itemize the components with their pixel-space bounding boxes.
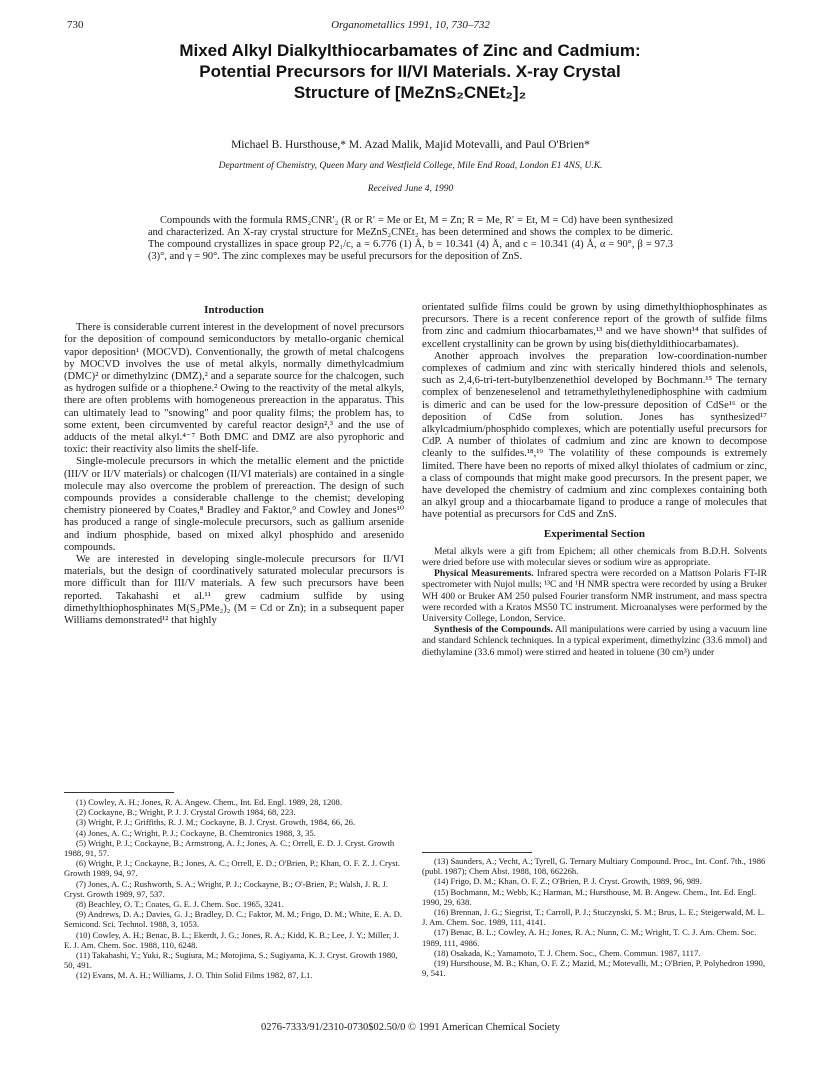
body-paragraph: Metal alkyls were a gift from Epichem; all other chemicals from B.D.H. Solvents were dried before use with molecular sieves or sodium wire as appropriate. [422,545,767,569]
footnote: (15) Bochmann, M.; Webb, K.; Harman, M.; Hursthouse, M. B. Angew. Chem., Int. Ed. Engl. 1990, 29, 638. [422,886,757,907]
abstract: Compounds with the formula RMS₂CNR′₂ (R or R′ = Me or Et, M = Zn; R = Me, R′ = Et, M = Cd) have been synthesized and characterized. An X-ray crystal structure for MeZnS₂CNEt₂ has been determined and shows the complex to be dimeric. The compound crystallizes in space group P2₁/c, a = 6.776 (1) Å, b = 10.341 (4) Å, and c = 10.341 (4) Å, α = 90°, β = 97.3 (3)°, and γ = 90°. The zinc complexes may be useful precursors for the deposition of ZnS. [148,215,673,262]
run-in-heading: Physical Measurements. [434,568,534,580]
footnote: (1) Cowley, A. H.; Jones, R. A. Angew. Chem., Int. Ed. Engl. 1989, 28, 1208. [76,797,342,807]
introduction-heading: Introduction [204,304,264,316]
footnote: (4) Jones, A. C.; Wright, P. J.; Cockayne, B. Chemtronics 1988, 3, 35. [76,827,316,838]
footnote: (11) Takahashi, Y.; Yuki, R.; Sugiura, M.; Motojima, S.; Sugiyama, K. J. Cryst. Growth 1980, 50, 491. [64,950,398,971]
author-list: Michael B. Hursthouse,* M. Azad Malik, Majid Motevalli, and Paul O'Brien* [231,139,590,151]
body-paragraph: Another approach involves the preparation low-coordination-number complexes of cadmium and zinc with sterically hindered thiols and selenols, such as 2,4,6-tri-tert-butylbenzenethiol developed by Bochmann.¹⁵ The ternary complex of benzeneselenol and tetramethylethylenediphosphine with cadmium is dimeric and can be used for the low-pressure deposition of CdSe¹⁶ or the deposition of CdSe from solution. Jones has synthesized¹⁷ alkylcadmium/phosphido complexes, which are potentially useful precursors for CdP. A number of thiolates of cadmium and zinc are known to decompose cleanly to the sulfides.¹⁸,¹⁹ The volatility of these compounds is extremely limited. There have been no reports of mixed alkyl thiolates of cadmium or zinc, a class of compounds that might make good precursors. In the present paper, we have developed the chemistry of cadmium and zinc complexes containing both an alkyl group and a thiocarbamate ligand to produce a range of molecules that have potential as precursors for CdS and ZnS. [422,350,767,521]
footnote: (7) Jones, A. C.; Rushworth, S. A.; Wright, P. J.; Cockayne, B.; O'-Brien, P.; Walsh, J. R. J. Cryst. Growth 1989, 97, 537. [64,878,388,899]
paragraph-text: Infrared spectra were recorded on a Mattson Polaris FT-IR spectrometer with Nujol mulls; ¹³C and ¹H NMR spectra were recorded by using a Bruker WH 400 or Bruker AM 250 pulsed Fourier transform NMR instrument, and mass spectra were recorded with a Kratos MS50 TC instrument. Microanalyses were performed by the University College, London, Service. [422,568,767,625]
footnote: (10) Cowley, A. H.; Benac, B. L.; Ekerdt, J. G.; Jones, R. A.; Kidd, K. B.; Lee, J. Y.; Miller, J. E. J. Am. Chem. Soc. 1988, 110, 6248. [64,929,399,950]
footnotes-left [64,797,404,981]
footnote: (14) Frigo, D. M.; Khan, O. F. Z.; O'Brien, P. J. Cryst. Growth, 1989, 96, 989. [434,876,702,887]
footnote: (19) Hursthouse, M. B.; Khan, O. F. Z.; Mazid, M.; Motevalli, M.; O'Brien, P. Polyhedron 1990, 9, 541. [422,958,765,979]
title-line: Mixed Alkyl Dialkylthiocarbamates of Zinc and Cadmium: [179,41,641,60]
footnote: (13) Saunders, A.; Vecht, A.; Tyrell, G. Ternary Multiary Compound. Proc., Int. Conf. 7th., 1986 (publ. 1987); Chem Abst. 1988, 108, 66226h. [422,856,766,877]
affiliation: Department of Chemistry, Queen Mary and Westfield College, Mile End Road, London E1 4NS, U.K. [218,161,603,171]
footnote: (12) Evans, M. A. H.; Williams, J. O. Thin Solid Films 1982, 87, L1. [76,970,313,981]
physical-measurements-paragraph [422,568,767,624]
left-column [64,302,404,627]
footnote: (16) Brennan, J. G.; Siegrist, T.; Carroll, P. J.; Stuczynski, S. M.; Brus, L. E.; Steigerwald, M. L. J. Am. Chem. Soc. 1989, 111, 4141. [422,907,766,928]
right-column [422,302,767,658]
footnote: (18) Osakada, K.; Yamamoto, T. J. Chem. Soc., Chem. Commun. 1987, 1117. [434,947,701,958]
synthesis-paragraph [422,624,767,658]
footnotes-right [422,856,767,978]
footnote: (9) Andrews, D. A.; Davies, G. J.; Bradley, D. C.; Faktor, M. M.; Frigo, D. M.; White, E. A. D. Semicond. Sci. Technol. 1988, 3, 1053. [64,909,402,930]
footnote-divider [64,792,174,793]
page-number: 730 [67,19,84,31]
footnote: (17) Benac, B. L.; Cowley, A. H.; Jones, R. A.; Nunn, C. M.; Wright, T. C. J. Am. Chem. Soc. 1989, 111, 4986. [422,927,757,948]
footnote-divider [422,852,532,853]
experimental-heading: Experimental Section [543,527,646,540]
paragraph-text: All manipulations were carried by using a vacuum line and standard Schlenck techniques. In a typical experiment, dimethylzinc (33.6 mmol) and diethylamine (33.6 mmol) were stirred and heated in toluene (30 cm³) under [422,624,767,658]
body-paragraph: Single-molecule precursors in which the metallic element and the pnictide (III/V or II/V materials) or chalcogen (II/VI materials) are contained in a single molecule may also overcome the problem of prereaction. The design of such compounds provides a considerable challenge to the chemist; developing chemistry pioneered by Coates,⁸ Bradley and Faktor,⁹ and Cowley and Jones¹⁰ has produced a range of single-molecule precursors, such as gallium arsenide and indium phosphide, based on mixed alkyl phosphido and aresenido compounds. [64,456,404,553]
footnote: (3) Wright, P. J.; Griffiths, R. J. M.; Cockayne, B. J. Cryst. Growth, 1984, 66, 26. [76,817,356,828]
journal-citation: Organometallics 1991, 10, 730–732 [331,19,490,31]
body-paragraph: orientated sulfide films could be grown by using dimethylthiophosphinates as precursors. There is a recent conference report of the growth of sulfide films from zinc and cadmium thiocarbamates,¹³ and we have shown¹⁴ that sulfides of excellent crystallinity can be grown by using bis(diethyldithiocarbamates). [422,302,767,350]
article-title [110,40,710,103]
copyright-footer: 0276-7333/91/2310-0730$02.50/0 © 1991 American Chemical Society [260,1022,561,1033]
title-line: Structure of [MeZnS₂CNEt₂]₂ [293,83,527,102]
body-paragraph: There is considerable current interest in the development of novel precursors for the deposition of compound semiconductors by metallo-organic chemical vapor deposition¹ (MOCVD). Conventionally, the growth of metal chalcogens by MOCVD involves the use of metal alkyls, normally dimethylcadmium (DMC)² or dimethylzinc (DMZ),² and a separate source for the chalcogen, such as hydrogen sulfide or a thiophene.² Owing to the reactivity of the metal alkyls, there are often problems with homogeneous prereaction in the apparatus. This can ultimately lead to "snowing" and poor quality films; the problem has, to some extent, been circumvented by careful reactor design²,³ and the use of adducts of the metal alkyl.⁴⁻⁷ Both DMC and DMZ are also pyrophoric and toxic: their reactivity also limits the shelf-life. [64,322,404,456]
footnote: (5) Wright, P. J.; Cockayne, B.; Armstrong, A. J.; Jones, A. C.; Orrell, E. D. J. Cryst. Growth 1988, 91, 57. [64,837,395,859]
title-line: Potential Precursors for II/VI Materials. X-ray Crystal [199,62,621,81]
footnote: (6) Wright, P. J.; Cockayne, B.; Jones, A. C.; Orrell, E. D.; O'Brien, P.; Khan, O. F. Z. J. Cryst. Growth 1989, 94, 97. [64,858,401,879]
footnote: (2) Cockayne, B.; Wright, P. J. J. Crystal Growth 1984, 68, 223. [76,807,296,818]
body-paragraph: We are interested in developing single-molecule precursors for II/VI materials, but the design of coordinatively saturated molecular precursors is more difficult than for III/V materials. A few such precursors have been reported. Takahashi et al.¹¹ grew cadmium sulfide by using dimethylthiophosphinates M(S₂PMe₂)₂ (M = Cd or Zn); in a subsequent paper Williams demonstrated¹² that highly [64,554,404,627]
received-date: Received June 4, 1990 [367,184,454,194]
run-in-heading: Synthesis of the Compounds. [434,624,553,636]
footnote: (8) Beachley, O. T.; Coates, G. E. J. Chem. Soc. 1965, 3241. [76,899,284,910]
